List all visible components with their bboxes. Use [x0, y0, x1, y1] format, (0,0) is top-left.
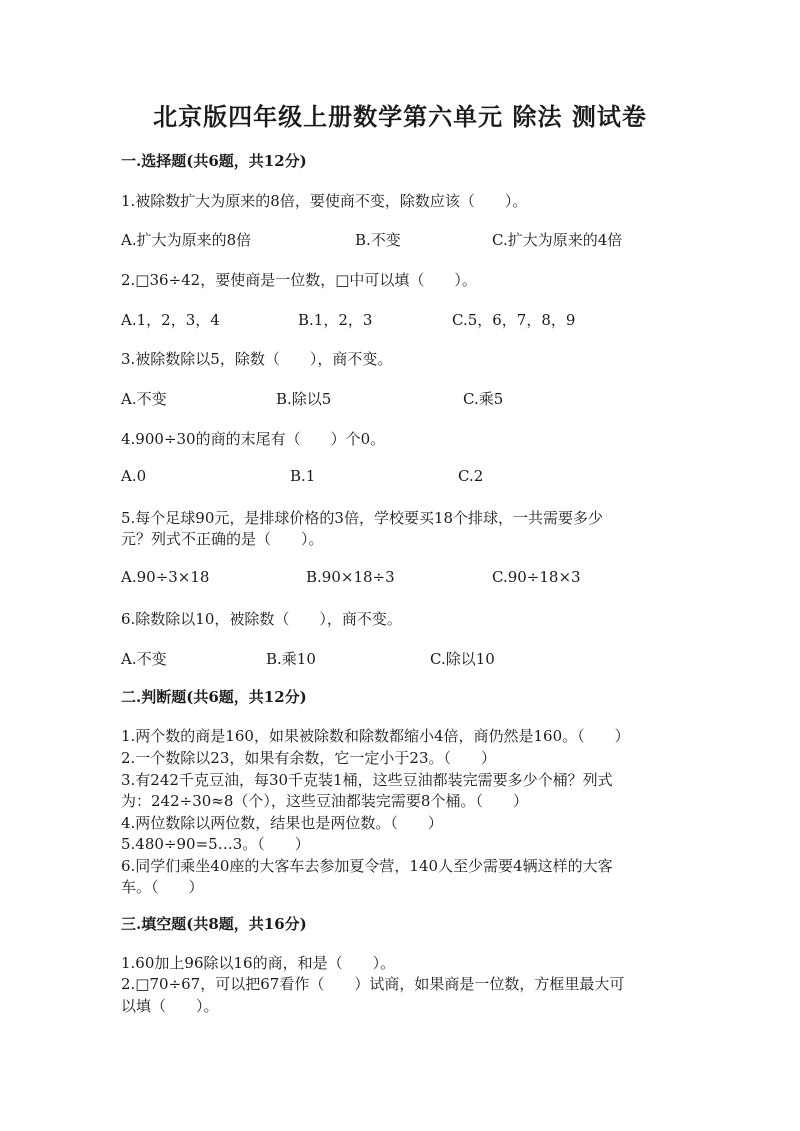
question-2-stem: 2.□36÷42，要使商是一位数，□中可以填（ ）。 [121, 271, 477, 289]
section-heading-choice: 一.选择题(共6题，共12分) [121, 152, 307, 170]
question-5-option-b: B.90×18÷3 [306, 568, 395, 586]
question-6-option-b: B.乘10 [266, 650, 316, 668]
judgment-line-6: 5.480÷90=5…3。（ ） [121, 835, 310, 853]
judgment-line-7: 6.同学们乘坐40座的大客车去参加夏令营，140人至少需要4辆这样的大客 [121, 857, 613, 875]
question-5-stem-line-2: 元？列式不正确的是（ ）。 [121, 530, 324, 548]
question-1-option-a: A.扩大为原来的8倍 [121, 231, 252, 249]
judgment-line-1: 1.两个数的商是160，如果被除数和除数都缩小4倍，商仍然是160。（ ） [121, 727, 630, 745]
question-5-stem-line-1: 5.每个足球90元，是排球价格的3倍，学校要买18个排球，一共需要多少 [121, 509, 604, 527]
question-1-option-c: C.扩大为原来的4倍 [492, 231, 623, 249]
question-3-option-a: A.不变 [121, 390, 167, 408]
fill-blank-line-3: 以填（ ）。 [121, 997, 219, 1015]
question-4-option-a: A.0 [121, 467, 147, 485]
question-4-option-b: B.1 [290, 467, 316, 485]
question-5-option-c: C.90÷18×3 [492, 568, 581, 586]
question-1-stem: 1.被除数扩大为原来的8倍，要使商不变，除数应该（ ）。 [121, 192, 528, 210]
question-5-option-a: A.90÷3×18 [121, 568, 210, 586]
question-3-option-b: B.除以5 [276, 390, 332, 408]
section-heading-judgment: 二.判断题(共6题，共12分) [121, 688, 307, 706]
question-4-stem: 4.900÷30的商的末尾有（ ）个0。 [121, 430, 386, 448]
question-1-option-b: B.不变 [355, 231, 401, 249]
question-6-option-a: A.不变 [121, 650, 167, 668]
judgment-line-5: 4.两位数除以两位数，结果也是两位数。（ ） [121, 814, 443, 832]
fill-blank-line-2: 2.□70÷67，可以把67看作（ ）试商，如果商是一位数，方框里最大可 [121, 975, 625, 993]
judgment-line-3: 3.有242千克豆油，每30千克装1桶，这些豆油都装完需要多少个桶？列式 [121, 771, 613, 789]
question-4-option-c: C.2 [458, 467, 484, 485]
question-6-option-c: C.除以10 [430, 650, 495, 668]
question-2-option-a: A.1，2，3，4 [121, 311, 220, 329]
page-title: 北京版四年级上册数学第六单元 除法 测试卷 [153, 102, 647, 131]
question-3-stem: 3.被除数除以5，除数（ ），商不变。 [121, 350, 393, 368]
question-2-option-c: C.5，6，7，8，9 [452, 311, 576, 329]
judgment-line-2: 2.一个数除以23，如果有余数，它一定小于23。（ ） [121, 749, 496, 767]
question-2-option-b: B.1，2，3 [298, 311, 373, 329]
section-heading-fill-blank: 三.填空题(共8题，共16分) [121, 915, 307, 933]
judgment-line-4: 为：242÷30≈8（个），这些豆油都装完需要8个桶。（ ） [121, 792, 528, 810]
question-3-option-c: C.乘5 [463, 390, 504, 408]
fill-blank-line-1: 1.60加上96除以16的商，和是（ ）。 [121, 954, 396, 972]
judgment-line-8: 车。（ ） [121, 878, 204, 896]
question-6-stem: 6.除数除以10，被除数（ ），商不变。 [121, 610, 402, 628]
